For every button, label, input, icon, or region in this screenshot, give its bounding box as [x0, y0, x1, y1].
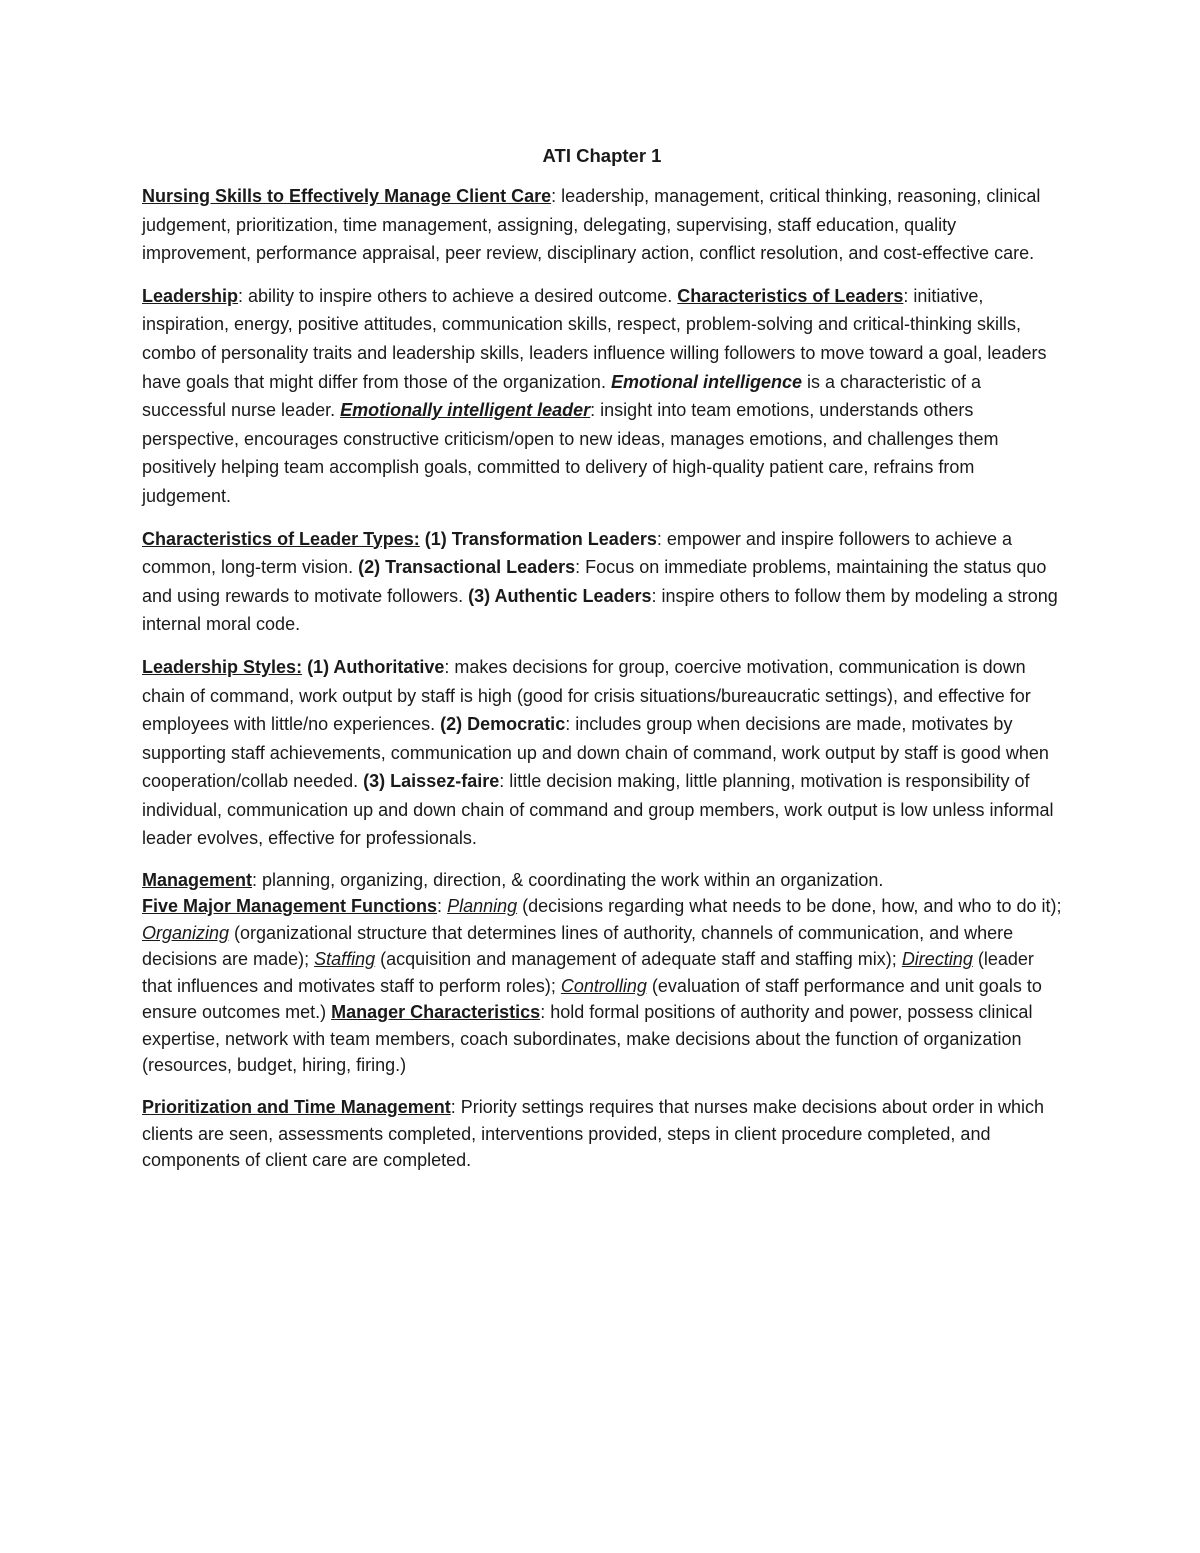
text-transactional: : Focus on immediate problems, maintaining the status quo and using rewards to motivate followers.	[142, 557, 1047, 606]
text-staffing: (acquisition and management of adequate staff and staffing mix);	[375, 949, 902, 970]
text-prioritization: : Priority settings requires that nurses make decisions about order in which clients are seen, assessments completed, interventions provided, steps in client procedure completed, and components of client care are completed.	[142, 1097, 1044, 1171]
heading-prioritization: Prioritization and Time Management	[142, 1097, 451, 1118]
paragraph-management	[142, 867, 1062, 893]
text-ei-desc: is a characteristic of a successful nurse leader.	[142, 371, 982, 421]
text-democratic: : includes group when decisions are made, motivates by supporting staff achievements, communication up and down chain of command, work output by staff is good when cooperation/collab needed.	[142, 714, 1049, 792]
term-transactional-leaders: (2) Transactional Leaders	[358, 557, 576, 578]
heading-management-functions: Five Major Management Functions	[142, 896, 438, 917]
term-democratic: (2) Democratic	[440, 714, 566, 735]
paragraph-nursing-skills	[142, 182, 1062, 268]
term-controlling: Controlling	[560, 975, 647, 996]
text-transformation: : empower and inspire followers to achieve a common, long-term vision.	[142, 528, 1013, 578]
paragraph-leadership-styles	[142, 653, 1062, 853]
term-emotional-intelligence: Emotional intelligence	[610, 371, 802, 392]
text-authoritative: : makes decisions for group, coercive motivation, communication is down chain of command, work output by staff is high (good for crisis situations/bureaucratic settings), and effective for employees with little/no experiences.	[142, 656, 1031, 735]
term-organizing: Organizing	[142, 922, 230, 943]
text-laissez-faire: : little decision making, little planning, motivation is responsibility of individual, communication up and down chain of command and group members, work output is low unless informal leader evolves, effective for professionals.	[142, 771, 1054, 849]
text-management: : planning, organizing, direction, & coordinating the work within an organization.	[252, 870, 884, 891]
heading-leadership: Leadership	[142, 285, 239, 306]
term-emotionally-intelligent-leader: Emotionally intelligent leader	[340, 400, 591, 421]
text-eil-desc: : insight into team emotions, understands others perspective, encourages constructive criticism/open to new ideas, manages emotions, and challenges them positively helping team accomplish goals, committed to delivery of high-quality patient care, refrains from judgement.	[142, 400, 999, 506]
paragraph-leadership	[142, 282, 1062, 511]
text-characteristics: : initiative, inspiration, energy, positive attitudes, communication skills, respect, problem-solving and critical-thinking skills, combo of personality traits and leadership skills, leaders influence willing followers to move toward a goal, leaders have goals that might differ from those of the organization.	[142, 285, 1047, 392]
term-transformation-leaders: (1) Transformation Leaders	[419, 528, 657, 549]
paragraph-prioritization	[142, 1094, 1062, 1173]
paragraph-leader-types	[142, 525, 1062, 639]
term-directing: Directing	[901, 949, 973, 970]
paragraph-management-functions	[142, 893, 1062, 1078]
text-manager-characteristics: : hold formal positions of authority and power, possess clinical expertise, network with team members, coach subordinates, make decisions about the function of organization (resources, budget, hiring, firing.)	[142, 1002, 1033, 1075]
text-nursing-skills: : leadership, management, critical thinking, reasoning, clinical judgement, prioritization, time management, assigning, delegating, supervising, staff education, quality improvement, performance appraisal, peer review, disciplinary action, conflict resolution, and cost-effective care.	[142, 186, 1041, 264]
document-page	[142, 142, 1062, 1188]
page-title: ATI Chapter 1	[542, 145, 662, 166]
heading-management: Management	[142, 870, 253, 891]
heading-leader-types: Characteristics of Leader Types:	[142, 528, 420, 549]
text-sep: :	[437, 896, 448, 917]
text-directing: (leader that influences and motivates staff to perform roles);	[142, 949, 1034, 996]
term-authentic-leaders: (3) Authentic Leaders	[468, 585, 652, 606]
text-authentic: : inspire others to follow them by modeling a strong internal moral code.	[142, 585, 1058, 635]
term-staffing: Staffing	[314, 949, 376, 970]
heading-characteristics-of-leaders: Characteristics of Leaders	[677, 285, 904, 306]
heading-nursing-skills: Nursing Skills to Effectively Manage Client Care	[142, 186, 552, 206]
heading-manager-characteristics: Manager Characteristics	[331, 1002, 541, 1023]
term-laissez-faire: (3) Laissez-faire	[363, 771, 500, 792]
term-authoritative: (1) Authoritative	[302, 656, 445, 677]
heading-leadership-styles: Leadership Styles:	[142, 656, 303, 677]
text-leadership-def: : ability to inspire others to achieve a desired outcome.	[238, 285, 678, 306]
term-planning: Planning	[447, 896, 518, 917]
text-organizing: (organizational structure that determines lines of authority, channels of communication, and where decisions are made);	[142, 922, 1014, 970]
text-planning: (decisions regarding what needs to be done, how, and who to do it);	[517, 896, 1062, 917]
text-controlling: (evaluation of staff performance and unit goals to ensure outcomes met.)	[142, 975, 1042, 1023]
